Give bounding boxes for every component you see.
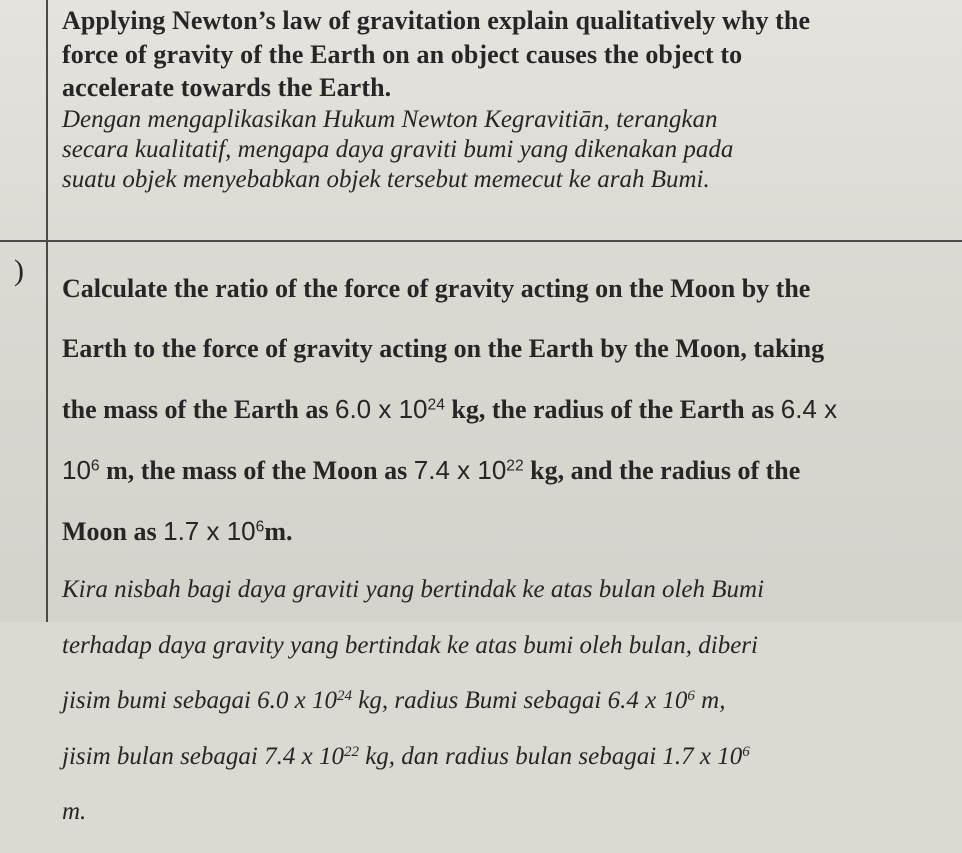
exponent: 22 bbox=[506, 457, 524, 475]
text-line: accelerate towards the Earth. bbox=[62, 73, 392, 102]
moon-radius-value: 1.7 x $10^6$ bbox=[163, 516, 265, 546]
text-line: Earth to the force of gravity acting on the Earth by the Moon, taking bbox=[62, 334, 825, 363]
text-segment: the mass of the Earth as bbox=[62, 395, 329, 424]
text-segment: kg, radius Bumi sebagai bbox=[358, 687, 602, 714]
exponent: 24 bbox=[337, 687, 353, 704]
text-segment: jisim bulan sebagai bbox=[62, 742, 258, 770]
part-a-english-text bbox=[62, 4, 962, 105]
earth-mass-value: 6.0 x $10^{24}$ bbox=[335, 394, 445, 424]
text-segment: jisim bumi sebagai bbox=[62, 687, 251, 714]
text-segment: m. bbox=[264, 517, 293, 546]
text-line: Calculate the ratio of the force of gravity acting on the Moon by the bbox=[62, 274, 811, 303]
text-line bbox=[62, 453, 962, 488]
question-part-a bbox=[62, 4, 962, 195]
earth-radius-value: 6.4 x $10^6$ bbox=[607, 687, 695, 714]
exponent: 6 bbox=[255, 518, 265, 536]
earth-mass-value: 6.0 x $10^{24}$ bbox=[257, 687, 353, 714]
text-line: m. bbox=[62, 798, 87, 825]
text-line bbox=[62, 686, 962, 717]
text-segment: kg, dan radius bulan sebagai bbox=[365, 742, 657, 770]
question-number-marker: ) bbox=[14, 254, 24, 287]
text-line: secara kualitatif, mengapa daya graviti bumi yang dikenakan pada bbox=[62, 135, 734, 163]
table-column-divider bbox=[46, 0, 48, 622]
exponent: 6 bbox=[742, 743, 750, 760]
earth-radius-value: 6.4 x bbox=[780, 394, 838, 424]
text-line: Applying Newton’s law of gravitation explain qualitatively why the bbox=[62, 6, 811, 35]
text-line bbox=[62, 514, 962, 549]
text-line: suatu objek menyebabkan objek tersebut memecut ke arah Bumi. bbox=[62, 165, 710, 193]
exponent: 22 bbox=[343, 743, 359, 760]
moon-mass-value: 7.4 x $10^{22}$ bbox=[413, 455, 524, 485]
text-segment: kg, the radius of the Earth as bbox=[451, 395, 775, 424]
text-line: force of gravity of the Earth on an object causes the object to bbox=[62, 39, 743, 69]
exponent: 6 bbox=[687, 687, 695, 704]
text-segment: m, the mass of the Moon as bbox=[106, 456, 408, 485]
text-line: Kira nisbah bagi daya graviti yang bertindak ke atas bulan oleh Bumi bbox=[62, 576, 765, 603]
text-line: Dengan mengaplikasikan Hukum Newton Kegravitiān, terangkan bbox=[62, 105, 718, 133]
text-line bbox=[62, 392, 962, 427]
exponent: 6 bbox=[90, 457, 100, 475]
text-line: terhadap daya gravity yang bertindak ke atas bumi oleh bulan, diberi bbox=[62, 631, 758, 659]
text-segment: m, bbox=[701, 687, 726, 714]
text-segment: kg, and the radius of the bbox=[530, 456, 801, 485]
moon-radius-value: 1.7 x $10^6$ bbox=[662, 742, 750, 770]
table-row-divider bbox=[0, 240, 962, 242]
question-part-b bbox=[62, 246, 962, 853]
part-b-english-text bbox=[62, 272, 962, 549]
part-b-malay-text bbox=[62, 575, 962, 828]
moon-mass-value: 7.4 x $10^{22}$ bbox=[264, 742, 359, 770]
part-a-malay-text bbox=[62, 105, 962, 195]
text-segment: Moon as bbox=[62, 517, 157, 546]
text-line bbox=[62, 742, 962, 773]
exponent: 24 bbox=[427, 396, 445, 414]
earth-radius-exponent-part: $10^6$ bbox=[62, 455, 100, 485]
